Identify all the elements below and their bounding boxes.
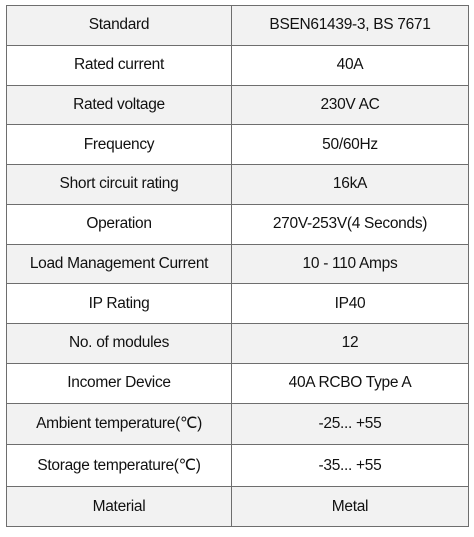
spec-value: 12 <box>232 324 469 364</box>
table-row <box>7 244 469 284</box>
spec-label: IP Rating <box>7 284 232 324</box>
spec-label: Rated voltage <box>7 85 232 125</box>
spec-value: BSEN61439-3, BS 7671 <box>232 6 469 46</box>
spec-value: 40A <box>232 45 469 85</box>
spec-label: Operation <box>7 204 232 244</box>
table-row <box>7 403 469 445</box>
spec-value: -35... +55 <box>232 445 469 487</box>
table-row <box>7 6 469 46</box>
table-row <box>7 363 469 403</box>
table-row <box>7 204 469 244</box>
spec-label: Frequency <box>7 125 232 165</box>
spec-value: IP40 <box>232 284 469 324</box>
spec-label: Load Management Current <box>7 244 232 284</box>
spec-label: Incomer Device <box>7 363 232 403</box>
spec-label: No. of modules <box>7 324 232 364</box>
spec-value: 10 - 110 Amps <box>232 244 469 284</box>
spec-label: Short circuit rating <box>7 165 232 205</box>
table-row <box>7 487 469 527</box>
spec-value: 16kA <box>232 165 469 205</box>
table-row <box>7 85 469 125</box>
spec-value: -25... +55 <box>232 403 469 445</box>
spec-value: 50/60Hz <box>232 125 469 165</box>
specification-table <box>6 5 469 527</box>
spec-label: Storage temperature(℃) <box>7 445 232 487</box>
spec-label: Rated current <box>7 45 232 85</box>
spec-value: 40A RCBO Type A <box>232 363 469 403</box>
table-row <box>7 45 469 85</box>
spec-label: Ambient temperature(℃) <box>7 403 232 445</box>
table-row <box>7 324 469 364</box>
table-row <box>7 165 469 205</box>
table-row <box>7 125 469 165</box>
spec-value: Metal <box>232 487 469 527</box>
spec-value: 230V AC <box>232 85 469 125</box>
spec-value: 270V-253V(4 Seconds) <box>232 204 469 244</box>
spec-label: Standard <box>7 6 232 46</box>
spec-label: Material <box>7 487 232 527</box>
table-row <box>7 445 469 487</box>
table-row <box>7 284 469 324</box>
